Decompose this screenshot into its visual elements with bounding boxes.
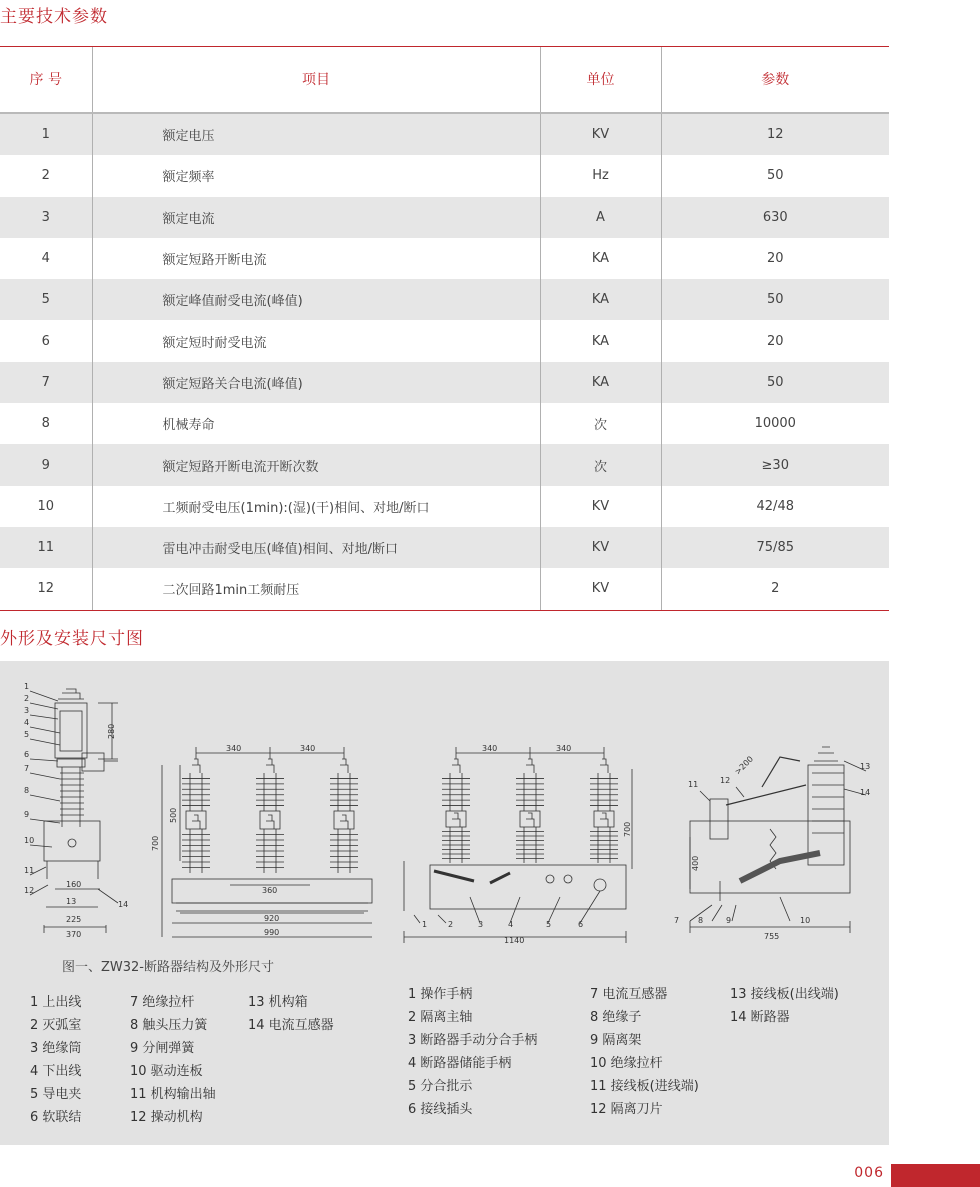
callout-label: 9 bbox=[24, 810, 30, 819]
header-no: 序 号 bbox=[0, 46, 92, 113]
callout-label: 8 bbox=[698, 916, 704, 925]
cell-no: 9 bbox=[0, 444, 92, 485]
cell-value: ≥30 bbox=[661, 444, 889, 485]
legend-item: 4 断路器储能手柄 bbox=[408, 1056, 512, 1071]
cell-unit: 次 bbox=[540, 403, 661, 444]
figure-caption: 图一、ZW32-断路器结构及外形尺寸 bbox=[62, 960, 274, 975]
insulator-band bbox=[186, 811, 206, 829]
cell-value: 50 bbox=[661, 155, 889, 196]
callout-label: 6 bbox=[24, 750, 30, 759]
table-row bbox=[0, 197, 889, 238]
dim-700: 700 bbox=[151, 835, 160, 851]
table-row bbox=[0, 113, 889, 155]
table-row bbox=[0, 486, 889, 527]
dim-340-a: 340 bbox=[226, 744, 242, 753]
legend-item: 1 上出线 bbox=[30, 995, 82, 1010]
cell-unit: KV bbox=[540, 113, 661, 155]
callout-label: 4 bbox=[508, 920, 514, 929]
cell-no: 1 bbox=[0, 113, 92, 155]
callout-label: 12 bbox=[720, 776, 731, 785]
cell-item: 额定短路开断电流 bbox=[92, 238, 540, 279]
dim-755: 755 bbox=[764, 932, 780, 941]
callout-label: 14 bbox=[118, 900, 129, 909]
dim-200: >200 bbox=[733, 754, 755, 777]
legend-col-2 bbox=[130, 991, 216, 1129]
cell-no: 10 bbox=[37, 498, 55, 514]
legend-item: 11 机构输出轴 bbox=[130, 1087, 216, 1102]
cell-unit: KV bbox=[540, 486, 661, 527]
header-item: 项目 bbox=[92, 46, 540, 113]
table-top-rule bbox=[0, 46, 889, 47]
callout-label: 14 bbox=[860, 788, 871, 797]
table-row bbox=[0, 279, 889, 320]
dimension-drawing-panel bbox=[0, 661, 889, 1145]
cell-no: 2 bbox=[41, 168, 50, 184]
page-number: 006 bbox=[854, 1165, 884, 1181]
insulator-shape bbox=[590, 759, 618, 811]
callout-label: 10 bbox=[24, 836, 35, 845]
legend-col-1 bbox=[30, 991, 81, 1129]
cell-no: 6 bbox=[41, 333, 50, 349]
cell-item: 额定峰值耐受电流(峰值) bbox=[92, 279, 540, 320]
cell-no: 11 bbox=[0, 527, 92, 568]
dim-1140: 1140 bbox=[504, 936, 525, 945]
callout-label: 10 bbox=[800, 916, 811, 925]
legend-item: 7 电流互感器 bbox=[590, 987, 668, 1002]
cell-item: 额定短路关合电流(峰值) bbox=[92, 362, 540, 403]
legend-item: 13 接线板(出线端) bbox=[730, 987, 839, 1002]
table-row bbox=[0, 155, 889, 196]
cell-no: 4 bbox=[41, 251, 50, 267]
cell-unit: KA bbox=[540, 362, 661, 403]
dim-13: 13 bbox=[66, 897, 77, 906]
legend-item: 12 隔离刀片 bbox=[590, 1102, 663, 1117]
legend-item: 6 软联结 bbox=[30, 1110, 82, 1125]
dim-280: 280 bbox=[107, 723, 116, 739]
header-unit: 单位 bbox=[540, 46, 661, 113]
cell-item: 工频耐受电压(1min):(湿)(干)相间、对地/断口 bbox=[92, 486, 540, 527]
dim-340-c: 340 bbox=[482, 744, 498, 753]
cell-item: 机械寿命 bbox=[92, 403, 540, 444]
cell-value: 50 bbox=[661, 279, 889, 320]
dim-990: 990 bbox=[264, 928, 280, 937]
legend-col-4 bbox=[408, 983, 537, 1121]
legend-item: 1 操作手柄 bbox=[408, 987, 473, 1002]
legend-item: 14 电流互感器 bbox=[248, 1018, 334, 1033]
table-row bbox=[0, 238, 889, 279]
dim-370: 370 bbox=[66, 930, 82, 939]
rear-view-callouts bbox=[422, 920, 583, 929]
insulator-shape bbox=[516, 759, 544, 811]
cell-unit: Hz bbox=[540, 155, 661, 196]
callout-label: 2 bbox=[448, 920, 454, 929]
cell-value: 42/48 bbox=[661, 486, 889, 527]
legend-item: 12 操动机构 bbox=[130, 1110, 203, 1125]
cell-item: 额定频率 bbox=[92, 155, 540, 196]
legend-item: 6 接线插头 bbox=[408, 1102, 473, 1117]
dim-360: 360 bbox=[262, 886, 278, 895]
side-view-drawing bbox=[24, 682, 128, 939]
table-row bbox=[0, 527, 889, 568]
cell-unit: KA bbox=[540, 238, 661, 279]
section-title-tech-params: 主要技术参数 bbox=[0, 7, 108, 27]
legend-item: 9 分闸弹簧 bbox=[130, 1041, 195, 1056]
cell-value: 10000 bbox=[661, 403, 889, 444]
callout-label: 9 bbox=[726, 916, 732, 925]
callout-label: 4 bbox=[24, 718, 30, 727]
cell-no: 5 bbox=[0, 279, 92, 320]
callout-label: 3 bbox=[24, 706, 30, 715]
cell-value: 20 bbox=[661, 238, 889, 279]
cell-no: 7 bbox=[0, 362, 92, 403]
callout-label: 6 bbox=[578, 920, 584, 929]
dim-160: 160 bbox=[66, 880, 82, 889]
rear-view-drawing bbox=[404, 744, 632, 945]
callout-label: 12 bbox=[24, 886, 35, 895]
table-row bbox=[0, 444, 889, 485]
cell-item: 额定短时耐受电流 bbox=[92, 320, 540, 361]
dim-225: 225 bbox=[66, 915, 82, 924]
cell-value: 50 bbox=[661, 362, 889, 403]
legend-item: 2 隔离主轴 bbox=[408, 1010, 473, 1025]
page-number-bar bbox=[891, 1164, 980, 1187]
legend-item: 4 下出线 bbox=[30, 1064, 82, 1079]
insulator-shape bbox=[442, 759, 470, 811]
legend-item: 10 绝缘拉杆 bbox=[590, 1056, 663, 1071]
legend-item: 2 灭弧室 bbox=[30, 1018, 82, 1033]
legend-col-3 bbox=[248, 991, 334, 1037]
callout-label: 1 bbox=[422, 920, 428, 929]
insulator-band bbox=[334, 811, 354, 829]
legend-item: 9 隔离架 bbox=[590, 1033, 642, 1048]
section-title-dimensions: 外形及安装尺寸图 bbox=[0, 629, 144, 649]
cell-item: 额定短路开断电流开断次数 bbox=[92, 444, 540, 485]
legend-item: 7 绝缘拉杆 bbox=[130, 995, 195, 1010]
callout-label: 2 bbox=[24, 694, 30, 703]
dim-400: 400 bbox=[691, 855, 700, 871]
cell-unit: KA bbox=[540, 320, 661, 361]
insulator-band bbox=[260, 811, 280, 829]
legend-item: 13 机构箱 bbox=[248, 995, 308, 1010]
right-side-view-drawing bbox=[674, 747, 870, 941]
callout-label: 13 bbox=[860, 762, 871, 771]
header-value: 参数 bbox=[661, 46, 889, 113]
callout-label: 8 bbox=[24, 786, 30, 795]
legend-item: 10 驱动连板 bbox=[130, 1064, 203, 1079]
table-row bbox=[0, 568, 889, 610]
cell-value: 20 bbox=[661, 320, 889, 361]
right-view-callouts bbox=[674, 762, 870, 925]
legend-item: 3 断路器手动分合手柄 bbox=[408, 1033, 538, 1048]
legend-item: 8 触头压力簧 bbox=[130, 1018, 208, 1033]
cell-item: 额定电压 bbox=[92, 113, 540, 155]
table-header-row bbox=[0, 46, 889, 113]
cell-no: 8 bbox=[41, 416, 50, 432]
table-row bbox=[0, 320, 889, 361]
legend-item: 5 分合批示 bbox=[408, 1079, 473, 1094]
legend-col-5 bbox=[590, 983, 699, 1121]
callout-label: 11 bbox=[24, 866, 35, 875]
insulator-shape bbox=[182, 759, 210, 811]
table-row bbox=[0, 403, 889, 444]
cell-item: 额定电流 bbox=[92, 197, 540, 238]
callout-label: 7 bbox=[674, 916, 680, 925]
dim-340-d: 340 bbox=[556, 744, 572, 753]
callout-label: 5 bbox=[546, 920, 552, 929]
breaker-dimension-drawing bbox=[0, 661, 889, 951]
callout-label: 3 bbox=[478, 920, 484, 929]
dim-700-b: 700 bbox=[623, 821, 632, 837]
callout-label: 1 bbox=[24, 682, 30, 691]
insulator-shape bbox=[256, 759, 284, 811]
legend-col-6 bbox=[730, 983, 839, 1029]
cell-item: 二次回路1min工频耐压 bbox=[92, 568, 540, 610]
legend-item: 11 接线板(进线端) bbox=[590, 1079, 699, 1094]
callout-label: 5 bbox=[24, 730, 30, 739]
front-view-drawing bbox=[151, 744, 372, 937]
callout-label: 11 bbox=[688, 780, 699, 789]
dim-920: 920 bbox=[264, 914, 280, 923]
legend-item: 5 导电夹 bbox=[30, 1087, 82, 1102]
legend-item: 8 绝缘子 bbox=[590, 1010, 642, 1025]
cell-unit: A bbox=[540, 197, 661, 238]
cell-value: 75/85 bbox=[661, 527, 889, 568]
cell-unit: KV bbox=[540, 568, 661, 610]
cell-value: 630 bbox=[661, 197, 889, 238]
legend-item: 3 绝缘筒 bbox=[30, 1041, 82, 1056]
cell-no: 12 bbox=[0, 568, 92, 610]
cell-value: 12 bbox=[661, 113, 889, 155]
cell-unit: KV bbox=[540, 527, 661, 568]
dim-340-b: 340 bbox=[300, 744, 316, 753]
cell-no: 3 bbox=[0, 197, 92, 238]
table-row bbox=[0, 362, 889, 403]
cell-item: 雷电冲击耐受电压(峰值)相间、对地/断口 bbox=[92, 527, 540, 568]
callout-label: 7 bbox=[24, 764, 30, 773]
params-table bbox=[0, 46, 889, 611]
legend-item: 14 断路器 bbox=[730, 1010, 790, 1025]
insulator-shape bbox=[330, 759, 358, 811]
cell-unit: 次 bbox=[540, 444, 661, 485]
dim-500: 500 bbox=[169, 807, 178, 823]
cell-value: 2 bbox=[661, 568, 889, 610]
cell-unit: KA bbox=[540, 279, 661, 320]
